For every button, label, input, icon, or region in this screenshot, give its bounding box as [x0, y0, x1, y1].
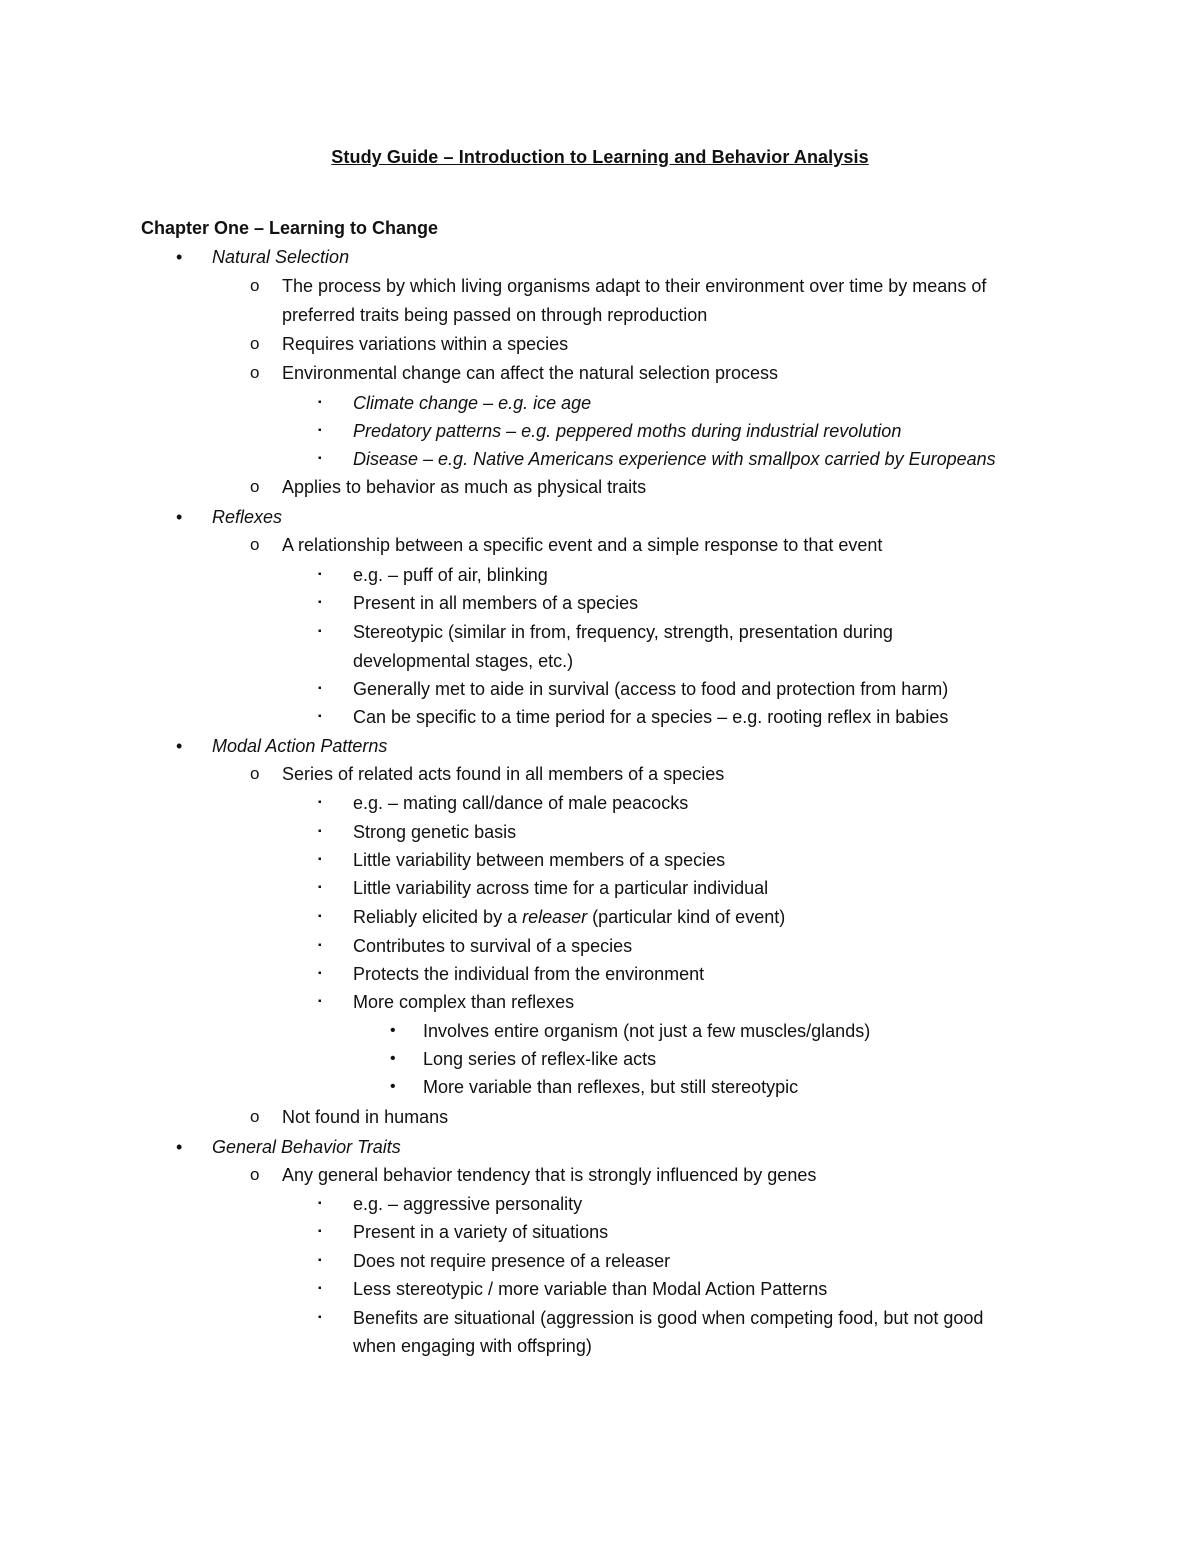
square-marker: ▪: [318, 683, 322, 694]
list-item: Climate change – e.g. ice age: [353, 393, 592, 413]
circle-marker: o: [250, 1165, 260, 1184]
square-marker: ▪: [318, 1312, 322, 1323]
square-marker: ▪: [318, 597, 322, 608]
bullet-marker: •: [390, 1050, 396, 1067]
square-marker: ▪: [318, 996, 322, 1007]
bullet-marker: •: [176, 736, 183, 756]
list-item: Any general behavior tendency that is strongly influenced by genes: [282, 1165, 817, 1185]
list-item: e.g. – mating call/dance of male peacocks: [353, 793, 689, 813]
square-marker: ▪: [318, 797, 322, 808]
bullet-marker: •: [390, 1078, 396, 1095]
section-modal-action-patterns: Modal Action Patterns: [212, 736, 388, 756]
list-item: e.g. – puff of air, blinking: [353, 565, 548, 585]
list-item-continuation: when engaging with offspring): [353, 1336, 592, 1356]
section-natural-selection: Natural Selection: [212, 247, 350, 267]
list-item: The process by which living organisms adapt to their environment over time by means of: [282, 276, 987, 296]
square-marker: ▪: [318, 940, 322, 951]
circle-marker: o: [250, 363, 260, 382]
square-marker: ▪: [318, 968, 322, 979]
square-marker: ▪: [318, 453, 322, 464]
list-item: Series of related acts found in all members of a species: [282, 764, 725, 784]
square-marker: ▪: [318, 1255, 322, 1266]
bullet-marker: •: [390, 1022, 396, 1039]
emphasized-term: releaser: [522, 907, 588, 927]
chapter-heading: Chapter One – Learning to Change: [141, 218, 439, 238]
list-item: Long series of reflex-like acts: [423, 1049, 657, 1069]
list-item: Stereotypic (similar in from, frequency, strength, presentation during: [353, 622, 893, 642]
circle-marker: o: [250, 276, 260, 295]
square-marker: ▪: [318, 425, 322, 436]
square-marker: ▪: [318, 569, 322, 580]
list-item: e.g. – aggressive personality: [353, 1194, 583, 1214]
list-item: A relationship between a specific event and a simple response to that event: [282, 535, 883, 555]
list-item: Benefits are situational (aggression is good when competing food, but not good: [353, 1308, 984, 1328]
list-item: Generally met to aide in survival (access to food and protection from harm): [353, 679, 949, 699]
square-marker: ▪: [318, 1198, 322, 1209]
list-item: Little variability across time for a particular individual: [353, 878, 769, 898]
section-reflexes: Reflexes: [212, 507, 283, 527]
square-marker: ▪: [318, 1226, 322, 1237]
circle-marker: o: [250, 764, 260, 783]
list-item: Applies to behavior as much as physical traits: [282, 477, 647, 497]
list-item: [353, 903, 785, 931]
list-item-continuation: developmental stages, etc.): [353, 651, 574, 671]
list-item: Does not require presence of a releaser: [353, 1251, 671, 1271]
square-marker: ▪: [318, 911, 322, 922]
bullet-marker: •: [176, 1137, 183, 1157]
list-item: Requires variations within a species: [282, 334, 569, 354]
circle-marker: o: [250, 1107, 260, 1126]
list-item: Present in a variety of situations: [353, 1222, 609, 1242]
square-marker: ▪: [318, 397, 322, 408]
square-marker: ▪: [318, 1283, 322, 1294]
list-item: Disease – e.g. Native Americans experience with smallpox carried by Europeans: [353, 449, 996, 469]
list-item: Protects the individual from the environment: [353, 964, 705, 984]
square-marker: ▪: [318, 626, 322, 637]
square-marker: ▪: [318, 882, 322, 893]
circle-marker: o: [250, 477, 260, 496]
list-item: Present in all members of a species: [353, 593, 639, 613]
circle-marker: o: [250, 535, 260, 554]
list-item: Can be specific to a time period for a species – e.g. rooting reflex in babies: [353, 707, 949, 727]
list-item: Involves entire organism (not just a few muscles/glands): [423, 1021, 871, 1041]
bullet-marker: •: [176, 507, 183, 527]
square-marker: ▪: [318, 826, 322, 837]
square-marker: ▪: [318, 711, 322, 722]
section-general-behavior-traits: General Behavior Traits: [212, 1137, 401, 1157]
list-item: Little variability between members of a species: [353, 850, 726, 870]
list-item: Not found in humans: [282, 1107, 449, 1127]
list-item: More complex than reflexes: [353, 992, 575, 1012]
list-item: Environmental change can affect the natural selection process: [282, 363, 778, 383]
list-item: More variable than reflexes, but still stereotypic: [423, 1077, 799, 1097]
list-item-continuation: preferred traits being passed on through reproduction: [282, 305, 708, 325]
document-title: Study Guide – Introduction to Learning and Behavior Analysis: [331, 147, 869, 167]
list-item: Contributes to survival of a species: [353, 936, 633, 956]
bullet-marker: •: [176, 247, 183, 267]
list-item: Strong genetic basis: [353, 822, 517, 842]
circle-marker: o: [250, 334, 260, 353]
list-item: Predatory patterns – e.g. peppered moths during industrial revolution: [353, 421, 902, 441]
text-run: (particular kind of event): [587, 907, 786, 927]
square-marker: ▪: [318, 854, 322, 865]
list-item: Less stereotypic / more variable than Modal Action Patterns: [353, 1279, 828, 1299]
text-run: Reliably elicited by a: [353, 907, 523, 927]
